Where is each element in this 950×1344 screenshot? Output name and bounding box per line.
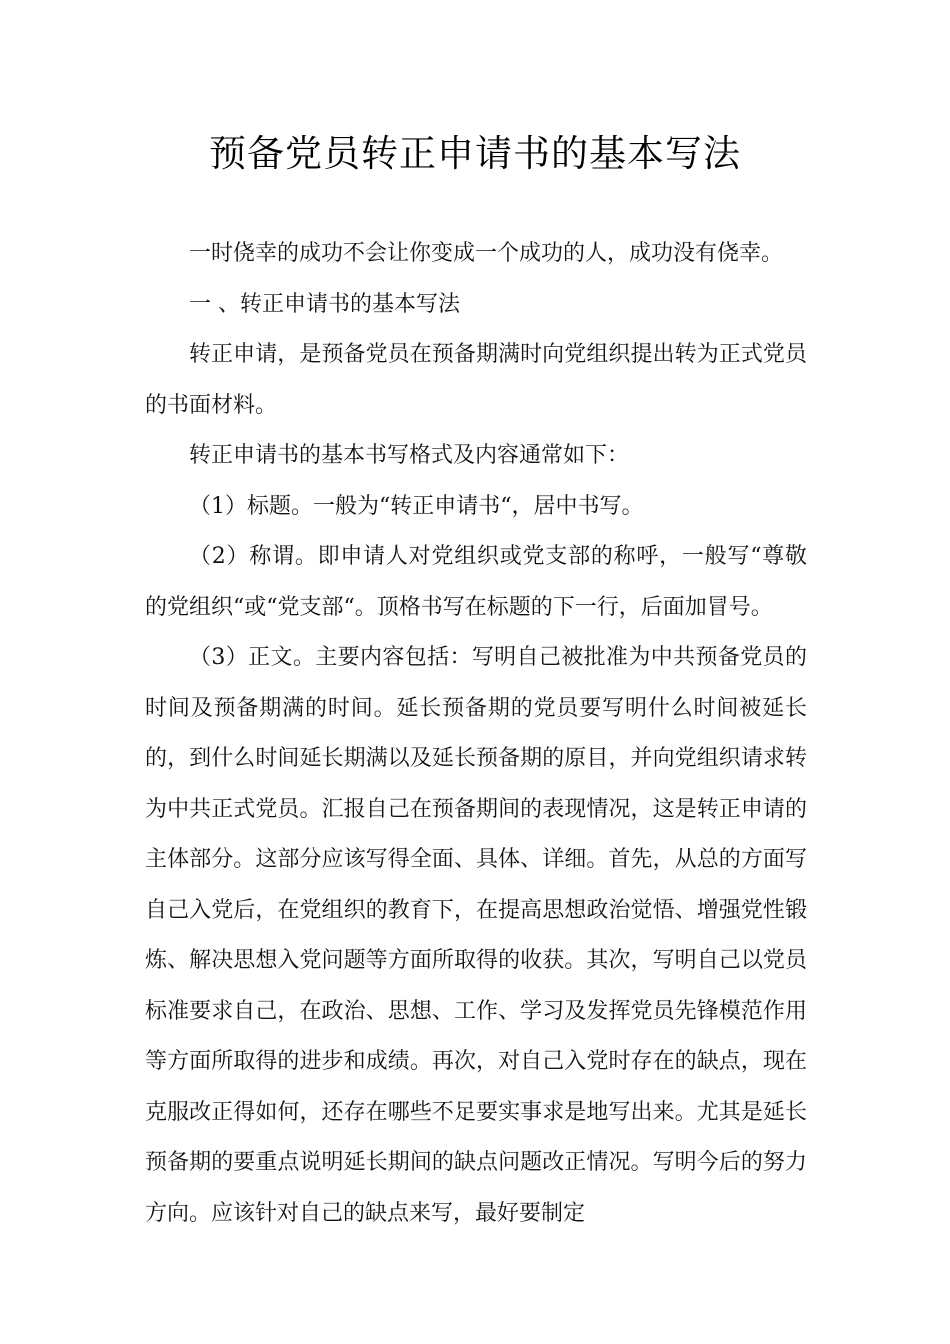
paragraph-intro-quote: 一时侥幸的成功不会让你变成一个成功的人，成功没有侥幸。 <box>189 241 784 266</box>
paragraph-item-salutation: （2）称谓。即申请人对党组织或党支部的称呼，一般写“尊敬的党组织“或“党支部“。顶格书写在标题的下一行，后面加冒号。 <box>145 544 807 620</box>
paragraph-format-intro: 转正申请书的基本书写格式及内容通常如下： <box>189 443 630 468</box>
paragraph-item-body: （3）正文。主要内容包括：写明自己被批准为中共预备党员的时间及预备期满的时间。延长预备期的党员要写明什么时间被延长的，到什么时间延长期满以及延长预备期的原目，并向党组织请求转为中共正式党员。汇报自己在预备期间的表现情况，这是转正申请的主体部分。这部分应该写得全面、具体、详细。首先，从总的方面写自己入党后，在党组织的教育下，在提高思想政治觉悟、增强党性锻炼、解决思想入党问题等方面所取得的收获。其次，写明自己以党员标准要求自己，在政治、思想、工作、学习及发挥党员先锋模范作用等方面所取得的进步和成绩。再次，对自己入党时存在的缺点，现在克服改正得如何，还存在哪些不足要实事求是地写出来。尤其是延长预备期的要重点说明延长期间的缺点问题改正情况。写明今后的努力方向。应该针对自己的缺点来写，最好要制定 <box>145 645 807 1226</box>
paragraph-definition: 转正申请，是预备党员在预备期满时向党组织提出转为正式党员的书面材料。 <box>145 342 807 418</box>
section-heading: 一 、转正申请书的基本写法 <box>189 291 460 317</box>
document-title: 预备党员转正申请书的基本写法 <box>209 132 741 175</box>
document-body <box>145 229 807 1239</box>
paragraph-item-title: （1）标题。一般为“转正申请书“，居中书写。 <box>189 493 644 519</box>
